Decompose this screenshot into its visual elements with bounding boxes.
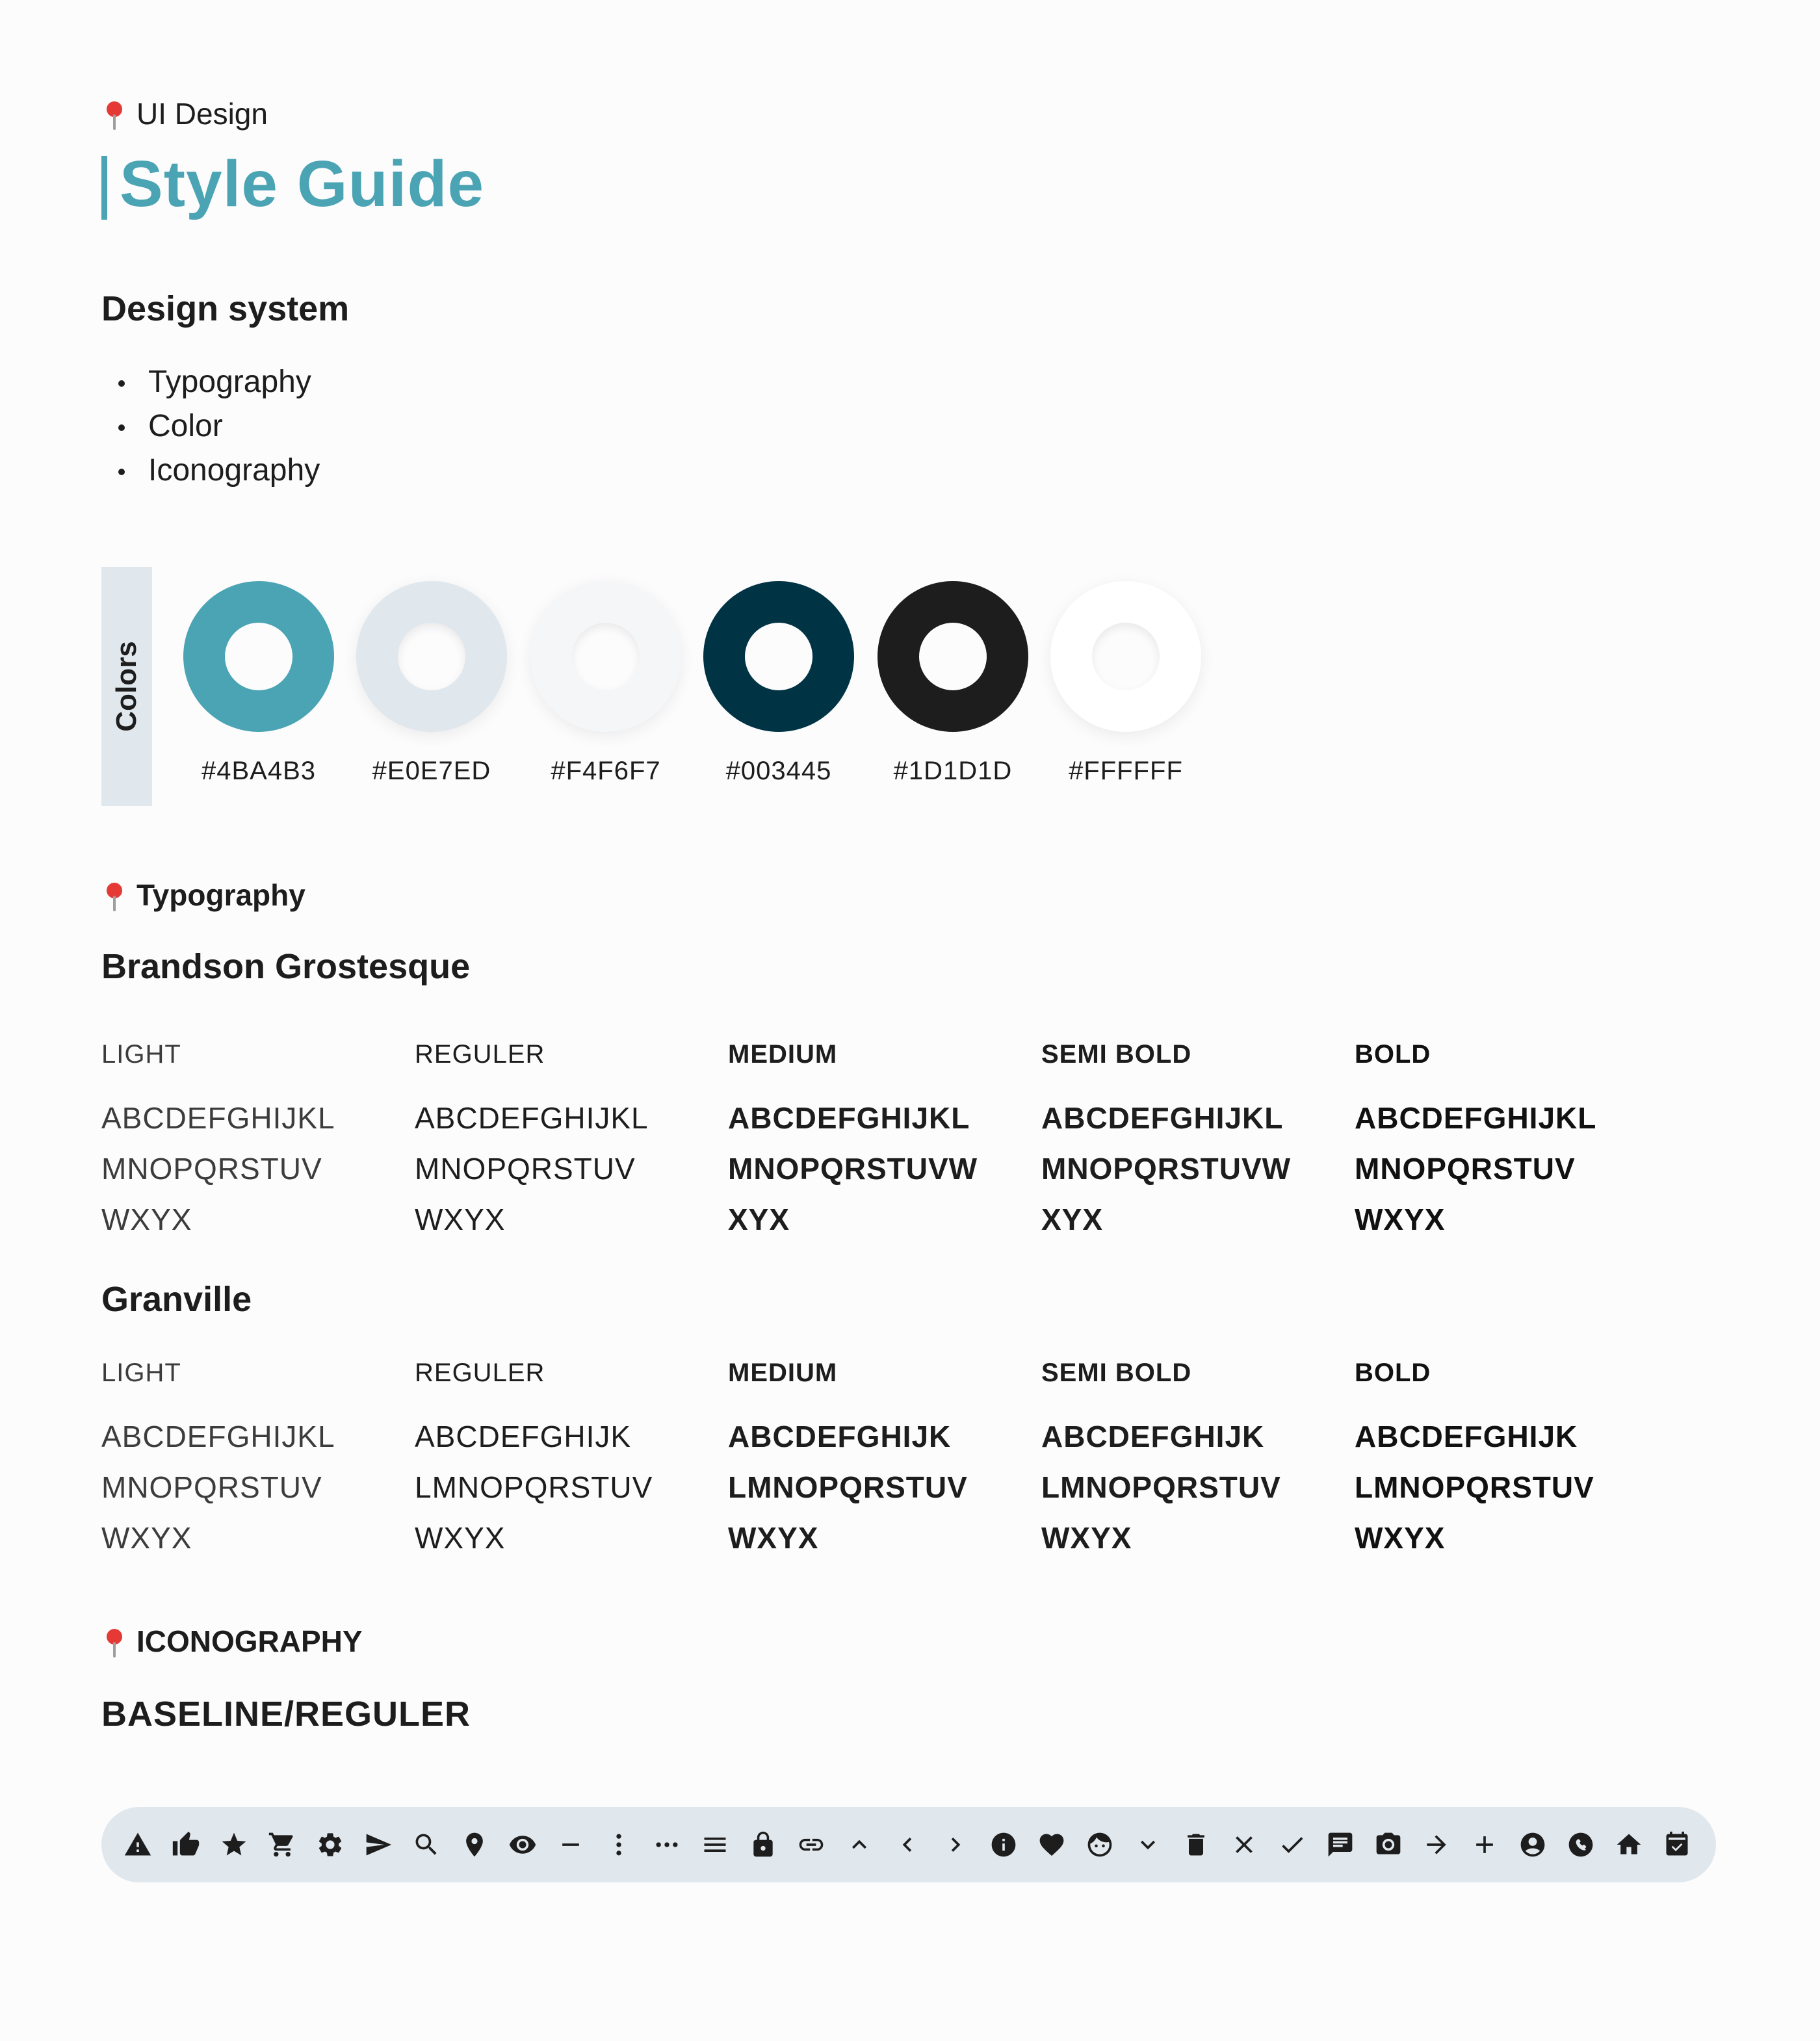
weight-column: [728, 1040, 1027, 1245]
cart-icon: [268, 1830, 296, 1859]
color-swatch: [183, 581, 334, 732]
specimen-line: ABCDEFGHIJKL: [101, 1101, 335, 1135]
title-accent-bar: [101, 156, 107, 220]
specimen-line: WXYX: [101, 1521, 192, 1555]
specimen-line: ABCDEFGHIJK: [1355, 1420, 1578, 1453]
weight-label: BOLD: [1355, 1040, 1431, 1069]
specimen-line: WXYX: [728, 1521, 819, 1555]
send-icon: [364, 1830, 393, 1859]
color-hex-label: #F4F6F7: [551, 757, 661, 785]
header-kicker: UI Design: [136, 97, 268, 131]
pin-icon: [107, 101, 122, 130]
plus-icon: [1470, 1830, 1499, 1859]
iconography-kicker: ICONOGRAPHY: [136, 1624, 363, 1658]
list-item: Color: [118, 408, 223, 444]
specimen-line: ABCDEFGHIJKL: [728, 1101, 970, 1135]
specimen-line: WXYX: [1041, 1521, 1132, 1555]
chevron-up-icon: [845, 1830, 874, 1859]
specimen-line: LMNOPQRSTUV: [1355, 1470, 1594, 1504]
list-item: Typography: [118, 364, 311, 400]
thumb-up-icon: [172, 1830, 200, 1859]
colors-label: Colors: [110, 641, 142, 732]
weight-column: [101, 1040, 400, 1245]
specimen-line: ABCDEFGHIJK: [728, 1420, 952, 1453]
color-swatch: [530, 581, 681, 732]
weight-label: BOLD: [1355, 1358, 1431, 1387]
search-icon: [412, 1830, 441, 1859]
location-pin-icon: [460, 1830, 489, 1859]
weight-label: MEDIUM: [728, 1358, 838, 1387]
face-icon: [1086, 1830, 1114, 1859]
specimen-line: MNOPQRSTUV: [415, 1152, 636, 1186]
specimen-line: ABCDEFGHIJKL: [1041, 1101, 1284, 1135]
weight-column: [101, 1358, 400, 1563]
weight-label: LIGHT: [101, 1358, 181, 1387]
info-icon: [989, 1830, 1018, 1859]
close-icon: [1230, 1830, 1258, 1859]
specimen-line: LMNOPQRSTUV: [1041, 1470, 1281, 1504]
weight-label: REGULER: [415, 1040, 545, 1069]
icon-set-title: BASELINE/REGULER: [101, 1695, 471, 1734]
more-vertical-icon: [604, 1830, 633, 1859]
chevron-right-icon: [941, 1830, 970, 1859]
chat-icon: [1326, 1830, 1355, 1859]
font-name: Brandson Grostesque: [101, 947, 471, 986]
specimen-line: LMNOPQRSTUV: [728, 1470, 968, 1504]
icon-bar: [101, 1807, 1716, 1882]
specimen-line: ABCDEFGHIJKL: [101, 1420, 335, 1453]
account-icon: [1518, 1830, 1547, 1859]
color-swatch: [1050, 581, 1201, 732]
heart-icon: [1037, 1830, 1066, 1859]
font-name: Granville: [101, 1280, 252, 1319]
specimen-line: ABCDEFGHIJK: [1041, 1420, 1265, 1453]
trash-icon: [1182, 1830, 1210, 1859]
specimen-line: XYX: [728, 1202, 790, 1236]
color-hex-label: #003445: [725, 757, 832, 785]
specimen-line: MNOPQRSTUV: [101, 1470, 322, 1504]
eye-icon: [508, 1830, 537, 1859]
star-icon: [220, 1830, 248, 1859]
specimen-line: LMNOPQRSTUV: [415, 1470, 653, 1504]
weight-column: [415, 1358, 714, 1563]
pin-icon: [107, 883, 122, 911]
color-hex-label: #1D1D1D: [893, 757, 1013, 785]
pin-icon: [107, 1629, 122, 1658]
page-title: Style Guide: [120, 148, 485, 220]
color-swatch: [703, 581, 854, 732]
specimen-line: ABCDEFGHIJKL: [1355, 1101, 1597, 1135]
specimen-line: WXYX: [415, 1521, 506, 1555]
specimen-line: MNOPQRSTUV: [101, 1152, 322, 1186]
chevron-down-icon: [1134, 1830, 1162, 1859]
more-horizontal-icon: [653, 1830, 681, 1859]
weight-column: [1041, 1358, 1340, 1563]
weight-label: LIGHT: [101, 1040, 181, 1069]
specimen-line: XYX: [1041, 1202, 1104, 1236]
colors-tab: [101, 567, 152, 806]
chevron-left-icon: [893, 1830, 922, 1859]
calendar-check-icon: [1663, 1830, 1691, 1859]
weight-column: [1355, 1040, 1654, 1245]
weight-label: SEMI BOLD: [1041, 1358, 1192, 1387]
design-system-title: Design system: [101, 289, 350, 328]
weight-column: [1041, 1040, 1340, 1245]
specimen-line: WXYX: [415, 1202, 506, 1236]
camera-icon: [1374, 1830, 1403, 1859]
color-swatch: [878, 581, 1028, 732]
minus-icon: [556, 1830, 585, 1859]
weight-column: [728, 1358, 1027, 1563]
warning-icon: [124, 1830, 152, 1859]
menu-icon: [701, 1830, 729, 1859]
specimen-line: WXYX: [1355, 1202, 1446, 1236]
specimen-line: MNOPQRSTUV: [1355, 1152, 1576, 1186]
typography-kicker: Typography: [136, 878, 306, 912]
arrow-right-icon: [1422, 1830, 1451, 1859]
specimen-line: ABCDEFGHIJKL: [415, 1101, 649, 1135]
link-icon: [797, 1830, 826, 1859]
specimen-line: ABCDEFGHIJK: [415, 1420, 632, 1453]
specimen-line: MNOPQRSTUVW: [1041, 1152, 1292, 1186]
list-item: Iconography: [118, 452, 320, 488]
weight-column: [415, 1040, 714, 1245]
weight-label: MEDIUM: [728, 1040, 838, 1069]
phone-icon: [1566, 1830, 1595, 1859]
weight-label: SEMI BOLD: [1041, 1040, 1192, 1069]
color-hex-label: #E0E7ED: [372, 757, 491, 785]
home-icon: [1615, 1830, 1643, 1859]
weight-column: [1355, 1358, 1654, 1563]
color-swatch: [356, 581, 507, 732]
lock-icon: [749, 1830, 777, 1859]
check-icon: [1278, 1830, 1306, 1859]
gear-icon: [316, 1830, 344, 1859]
color-hex-label: #4BA4B3: [201, 757, 317, 785]
specimen-line: WXYX: [1355, 1521, 1446, 1555]
specimen-line: WXYX: [101, 1202, 192, 1236]
color-hex-label: #FFFFFF: [1069, 757, 1183, 785]
weight-label: REGULER: [415, 1358, 545, 1387]
specimen-line: MNOPQRSTUVW: [728, 1152, 978, 1186]
